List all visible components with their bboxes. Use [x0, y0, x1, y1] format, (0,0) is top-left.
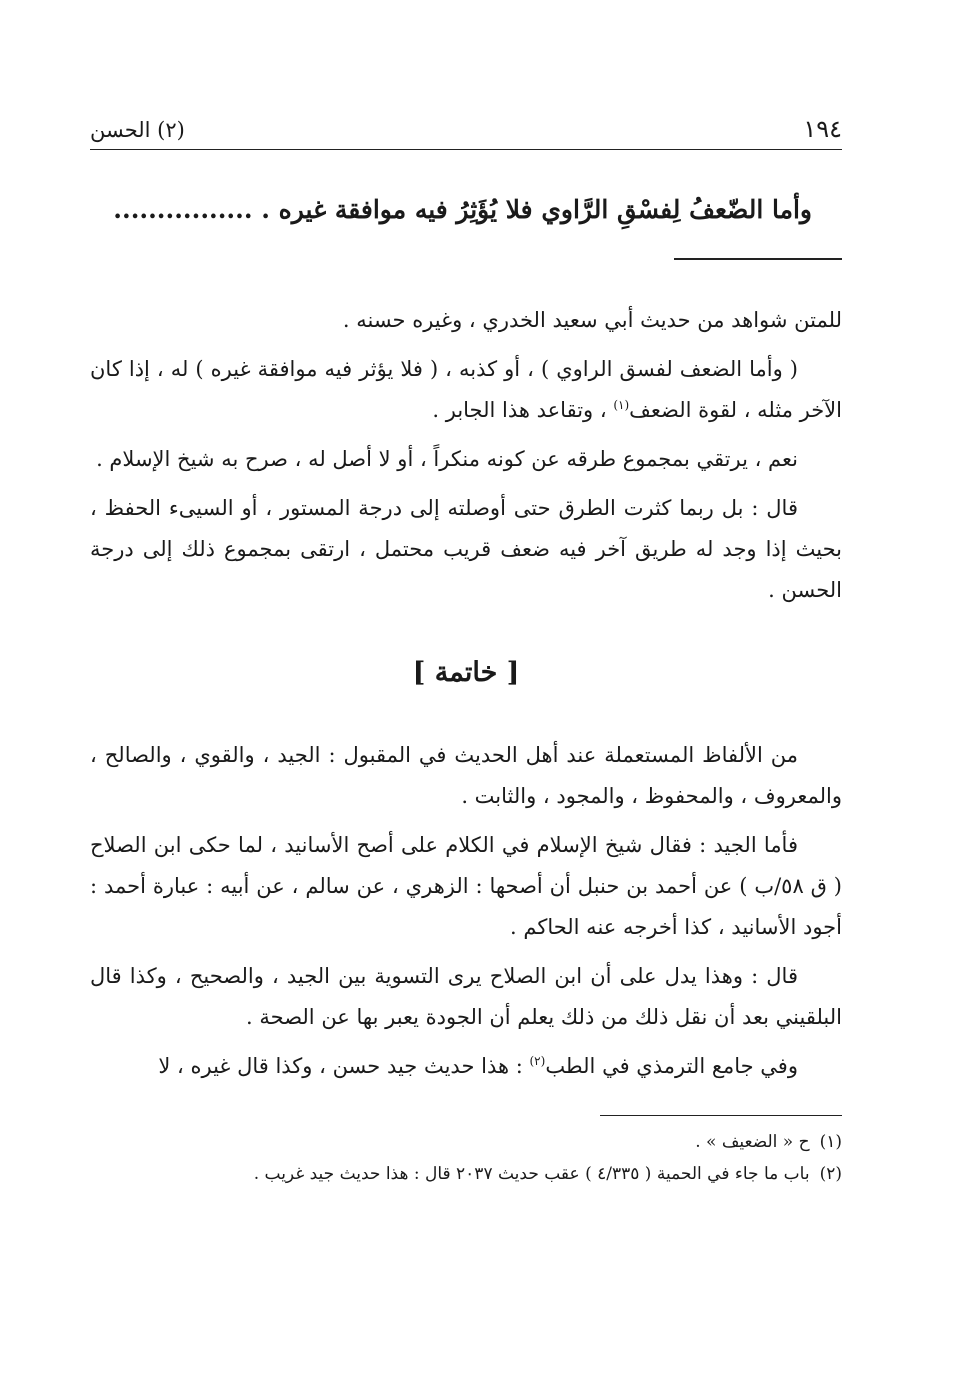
paragraph-2: [90, 349, 842, 431]
footnote-2-mark: (٢): [819, 1164, 842, 1184]
footnote-ref-1: (١): [613, 398, 630, 412]
footnote-divider: [600, 1115, 842, 1116]
paragraph-6: فأما الجيد : فقال شيخ الإسلام في الكلام على أصح الأسانيد ، لما حكى ابن الصلاح ( ق ٥٨/ب ) عن أحمد بن حنبل أن أصحها : الزهري ، عن سالم ، عن أبيه : عبارة أحمد : أجود الأسانيد ، كذا أخرجه عنه الحاكم .: [90, 833, 843, 939]
section-title: (٢) الحسن: [90, 118, 185, 142]
commentary: [90, 300, 842, 1087]
paragraph-8: [90, 1046, 842, 1087]
running-header: [90, 115, 842, 150]
paragraph-2-text-b: ، وتقاعد هذا الجابر .: [432, 398, 614, 422]
page-number: ١٩٤: [803, 115, 842, 143]
paragraph-3: نعم ، يرتقي بمجموع طرقه عن كونه منكراً ، أو لا أصل له ، صرح به شيخ الإسلام .: [96, 447, 798, 471]
paragraph-4: قال : بل ربما كثرت الطرق حتى أوصلته إلى درجة المستور ، أو السيىء الحفظ ، بحيث إذا وجد له طريق آخر فيه ضعف قريب محتمل ، ارتقى بمجموع ذلك إلى درجة الحسن .: [90, 496, 842, 602]
matn-divider: [674, 258, 842, 260]
matn-verse: وأما الضّعفُ لِفسْقِ الرَّاوي فلا يُؤَثِرُ فيه موافقة غيره . ................: [113, 195, 812, 224]
paragraph-8-text-a: وفي جامع الترمذي في الطب: [545, 1054, 798, 1078]
paragraph-5: من الألفاظ المستعملة عند أهل الحديث في المقبول : الجيد ، والقوي ، والصالح ، والمعروف ، والمحفوظ ، والمجود ، والثابت .: [90, 743, 842, 808]
paragraph-8-text-b: : هذا حديث جيد حسن ، وكذا قال غيره ، لا: [158, 1054, 530, 1078]
paragraph-7: قال : وهذا يدل على أن ابن الصلاح يرى التسوية بين الجيد ، والصحيح ، وكذا قال البلقيني بعد أن نقل ذلك من ذلك يعلم أن الجودة يعبر بها عن الصحة .: [90, 964, 842, 1029]
footnote-1: [90, 1126, 842, 1158]
paragraph-1: للمتن شواهد من حديث أبي سعيد الخدري ، وغيره حسنه .: [342, 308, 842, 332]
footnote-2: [90, 1158, 842, 1190]
book-page: [90, 115, 842, 1190]
section-heading-khatima: [ خاتمة ]: [412, 657, 520, 688]
paragraph-2-text-a: ( وأما الضعف لفسق الراوي ) ، أو كذبه ، ( فلا يؤثر فيه موافقة غيره ) له ، إذا كان الآخر مثله ، لقوة الضعف: [90, 357, 842, 422]
footnote-2-text: باب ما جاء في الحمية ( ٤/٣٣٥ ) عقب حديث ٢٠٣٧ قال : هذا حديث جيد غريب .: [253, 1164, 810, 1184]
footnote-ref-2: (٢): [529, 1054, 546, 1068]
footnote-1-mark: (١): [819, 1132, 842, 1152]
footnotes: [90, 1126, 842, 1190]
footnote-1-text: ح « الضعيف » .: [695, 1132, 810, 1152]
